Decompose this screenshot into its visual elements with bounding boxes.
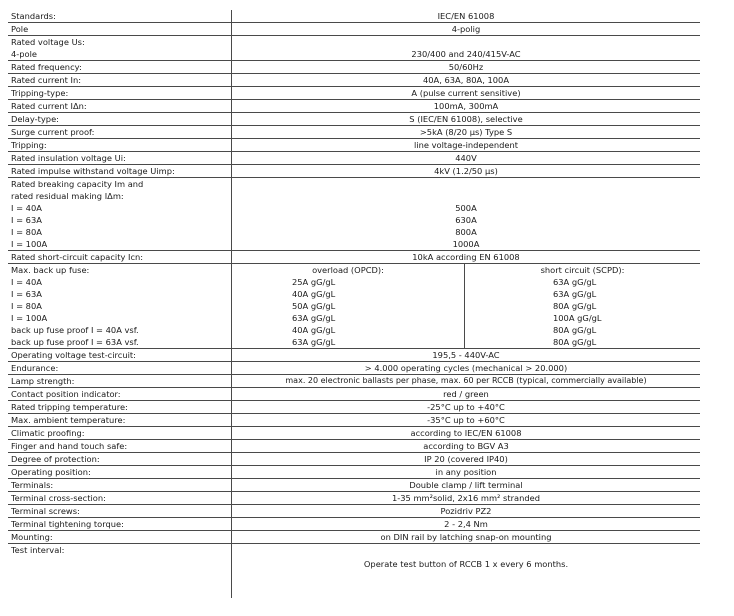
- row-label: rated residual making IΔm:: [11, 191, 124, 201]
- row-value: -35°C up to +60°C: [427, 415, 505, 425]
- row-label: Delay-type:: [11, 114, 59, 124]
- table-row: [8, 74, 700, 87]
- table-row: [8, 139, 700, 152]
- row-label: Endurance:: [11, 363, 59, 373]
- row-label: back up fuse proof I = 40A vsf.: [11, 325, 139, 335]
- row-label: Test interval:: [11, 545, 65, 555]
- table-row: [8, 375, 700, 388]
- table-row: [8, 214, 700, 226]
- table-row: [8, 492, 700, 505]
- table-row: [8, 466, 700, 479]
- table-row: [8, 36, 700, 48]
- row-label: Mounting:: [11, 532, 53, 542]
- row-label: Surge current proof:: [11, 127, 95, 137]
- row-value: line voltage-independent: [413, 140, 519, 150]
- table-row: [8, 349, 700, 362]
- row-label: Terminal tightening torque:: [11, 519, 124, 529]
- row-value: 50/60Hz: [448, 62, 484, 72]
- row-value: Pozidriv PZ2: [440, 506, 492, 516]
- row-label: I = 100A: [11, 313, 48, 323]
- table-row: [8, 362, 700, 375]
- row-value: on DIN rail by latching snap-on mounting: [380, 532, 552, 542]
- row-value: 195,5 - 440V-AC: [432, 350, 500, 360]
- row-label: Max. back up fuse:: [11, 265, 90, 275]
- table-row: [8, 401, 700, 414]
- row-label: Terminal screws:: [11, 506, 80, 516]
- row-label: Rated frequency:: [11, 62, 82, 72]
- table-row: [8, 300, 700, 312]
- table-row: [8, 414, 700, 427]
- table-row: [8, 178, 700, 190]
- row-label: I = 80A: [11, 227, 42, 237]
- short-circuit-value: 80A gG/gL: [553, 325, 597, 335]
- row-value: A (pulse current sensitive): [411, 88, 521, 98]
- row-label: Rated impulse withstand voltage Uimp:: [11, 166, 175, 176]
- short-circuit-value: 63A gG/gL: [553, 277, 597, 287]
- table-row: [8, 427, 700, 440]
- row-label: I = 40A: [11, 203, 42, 213]
- short-circuit-value: 80A gG/gL: [553, 337, 597, 347]
- row-label: I = 63A: [11, 289, 42, 299]
- table-row: [8, 165, 700, 178]
- row-label: Pole: [11, 24, 29, 34]
- table-row: [8, 276, 700, 288]
- row-label: Tripping-type:: [11, 88, 69, 98]
- row-value: Double clamp / lift terminal: [409, 480, 523, 490]
- table-row: [8, 518, 700, 531]
- row-label: Lamp strength:: [11, 376, 75, 386]
- spec-table: [8, 10, 700, 598]
- table-row: [8, 479, 700, 492]
- row-value: red / green: [443, 389, 489, 399]
- table-row: [8, 190, 700, 202]
- row-label: I = 80A: [11, 301, 42, 311]
- row-value: 4kV (1.2/50 µs): [434, 166, 498, 176]
- row-label: Rated tripping temperature:: [11, 402, 128, 412]
- row-label: I = 63A: [11, 215, 42, 225]
- row-value: >5kA (8/20 µs) Type S: [419, 127, 513, 137]
- row-value: 1-35 mm²solid, 2x16 mm² stranded: [392, 493, 540, 503]
- row-value: > 4.000 operating cycles (mechanical > 20.000): [364, 363, 568, 373]
- table-row: [8, 324, 700, 336]
- row-label: Terminal cross-section:: [11, 493, 106, 503]
- table-row: [8, 440, 700, 453]
- row-value: 440V: [455, 153, 477, 163]
- short-circuit-header: short circuit (SCPD):: [540, 265, 625, 275]
- row-label: Tripping:: [11, 140, 47, 150]
- row-value: max. 20 electronic ballasts per phase, max. 60 per RCCB (typical, commercially available): [285, 376, 647, 385]
- table-row: [8, 100, 700, 113]
- table-row: [8, 202, 700, 214]
- table-row: [8, 388, 700, 401]
- row-label: Rated current In:: [11, 75, 81, 85]
- row-value: -25°C up to +40°C: [427, 402, 505, 412]
- overload-header: overload (OPCD):: [312, 265, 384, 275]
- row-label: I = 100A: [11, 239, 48, 249]
- short-circuit-value: 63A gG/gL: [553, 289, 597, 299]
- row-value: IP 20 (covered IP40): [424, 454, 508, 464]
- row-value: 4-polig: [451, 24, 481, 34]
- row-label: Degree of protection:: [11, 454, 100, 464]
- row-label: Operating position:: [11, 467, 91, 477]
- row-value: 2 - 2,4 Nm: [444, 519, 488, 529]
- table-row: [8, 238, 700, 251]
- table-row: [8, 453, 700, 466]
- row-value: 500A: [455, 203, 477, 213]
- overload-value: 63A gG/gL: [292, 313, 336, 323]
- table-row: [8, 312, 700, 324]
- row-value: 100mA, 300mA: [433, 101, 499, 111]
- row-label: back up fuse proof I = 63A vsf.: [11, 337, 139, 347]
- row-value: according to BGV A3: [423, 441, 509, 451]
- table-row: [8, 48, 700, 61]
- row-label: Standards:: [11, 11, 56, 21]
- overload-value: 63A gG/gL: [292, 337, 336, 347]
- table-row: [8, 126, 700, 139]
- row-value: according to IEC/EN 61008: [410, 428, 522, 438]
- table-row: [8, 264, 700, 276]
- row-value: 230/400 and 240/415V-AC: [411, 49, 521, 59]
- table-row: [8, 336, 700, 349]
- table-row: [8, 544, 700, 598]
- overload-value: 40A gG/gL: [292, 289, 336, 299]
- row-label: I = 40A: [11, 277, 42, 287]
- table-row: [8, 113, 700, 126]
- row-label: Operating voltage test-circuit:: [11, 350, 136, 360]
- table-row: [8, 10, 700, 23]
- row-label: Rated current IΔn:: [11, 101, 87, 111]
- table-row: [8, 288, 700, 300]
- table-row: [8, 531, 700, 544]
- table-row: [8, 505, 700, 518]
- row-value: in any position: [435, 467, 497, 477]
- row-value: 630A: [455, 215, 477, 225]
- row-value: 40A, 63A, 80A, 100A: [422, 75, 510, 85]
- row-label: Rated voltage Us:: [11, 37, 85, 47]
- row-label: Max. ambient temperature:: [11, 415, 126, 425]
- row-label: Rated insulation voltage Ui:: [11, 153, 126, 163]
- row-label: Climatic proofing:: [11, 428, 85, 438]
- row-label: Rated breaking capacity Im and: [11, 179, 144, 189]
- table-row: [8, 87, 700, 100]
- row-label: 4-pole: [11, 49, 38, 59]
- row-value: S (IEC/EN 61008), selective: [409, 114, 523, 124]
- overload-value: 50A gG/gL: [292, 301, 336, 311]
- row-label: Terminals:: [11, 480, 54, 490]
- row-value: Operate test button of RCCB 1 x every 6 months.: [363, 559, 569, 569]
- table-row: [8, 23, 700, 36]
- table-row: [8, 61, 700, 74]
- table-row: [8, 251, 700, 264]
- row-value: IEC/EN 61008: [437, 11, 495, 21]
- row-label: Rated short-circuit capacity Icn:: [11, 252, 144, 262]
- table-row: [8, 226, 700, 238]
- table-row: [8, 152, 700, 165]
- row-label: Finger and hand touch safe:: [11, 441, 128, 451]
- overload-value: 25A gG/gL: [292, 277, 336, 287]
- short-circuit-value: 80A gG/gL: [553, 301, 597, 311]
- short-circuit-value: 100A gG/gL: [553, 313, 602, 323]
- overload-value: 40A gG/gL: [292, 325, 336, 335]
- row-label: Contact position indicator:: [11, 389, 121, 399]
- row-value: 10kA according EN 61008: [412, 252, 520, 262]
- row-value: 1000A: [452, 239, 480, 249]
- row-value: 800A: [455, 227, 477, 237]
